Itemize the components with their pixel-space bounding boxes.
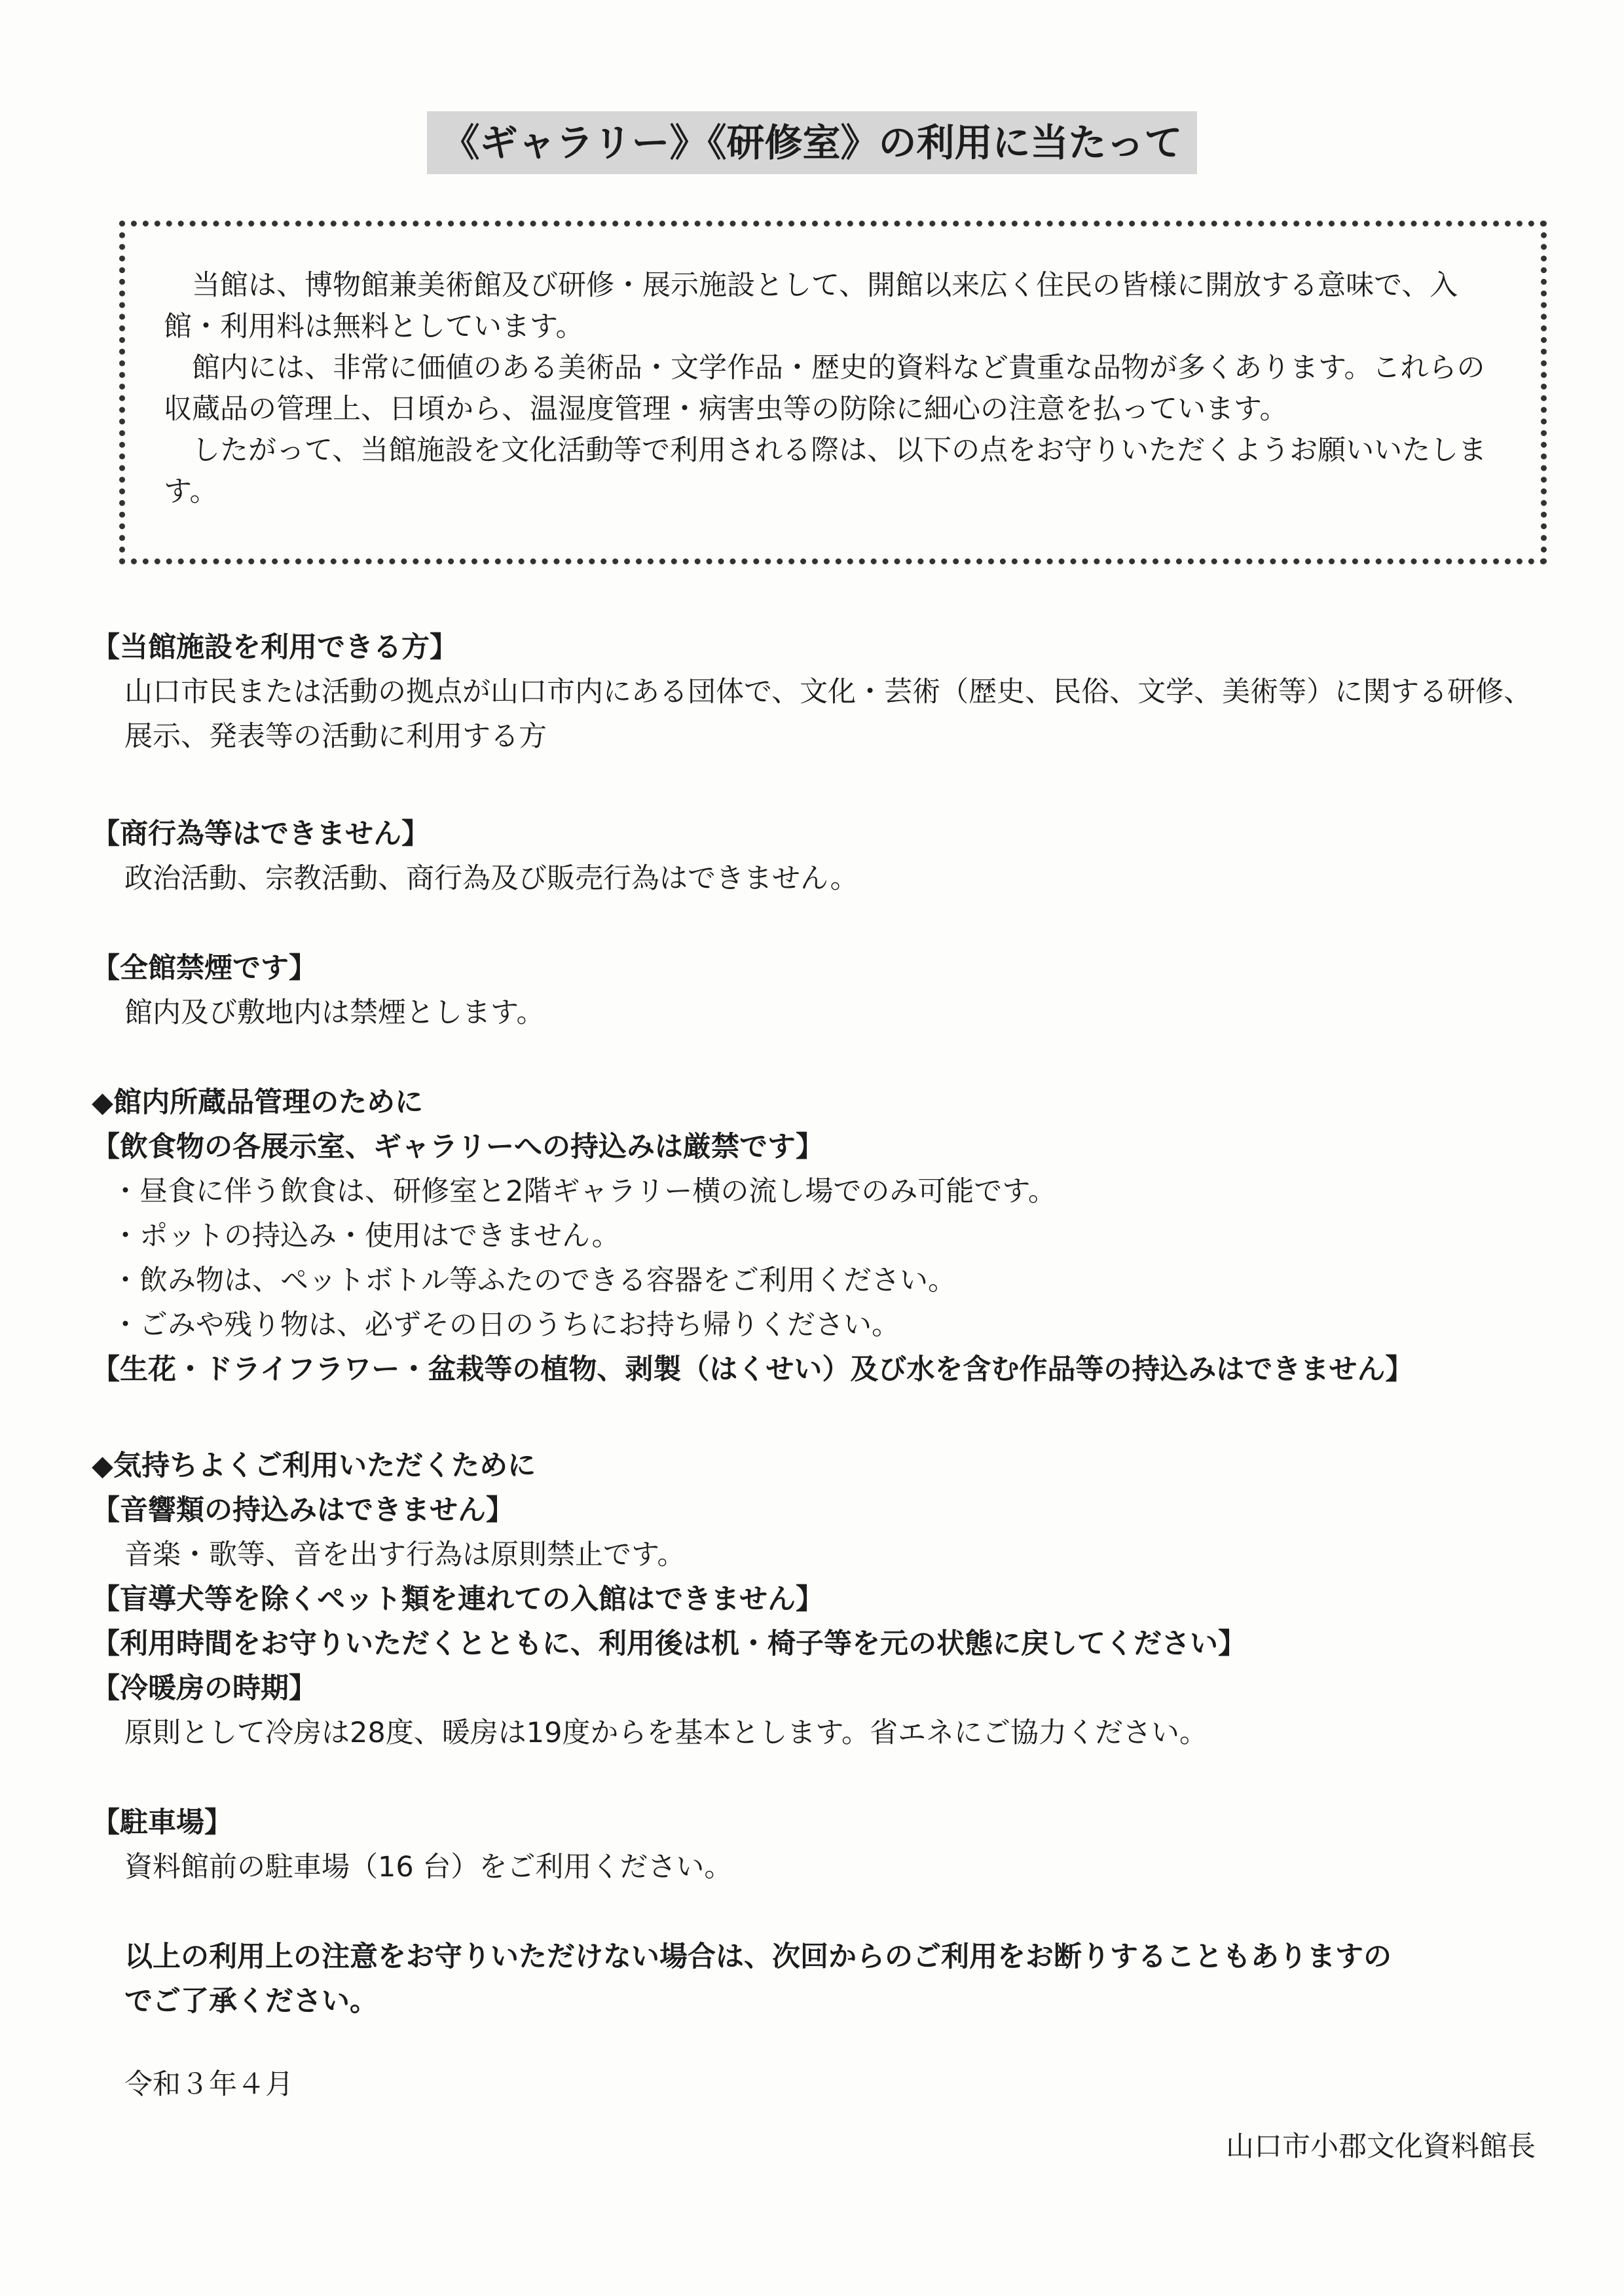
intro-paragraph-2: 館内には、非常に価値のある美術品・文学作品・歴史的資料など貴重な品物が多くあります。これらの収蔵品の管理上、日頃から、温湿度管理・病害虫等の防除に細心の注意を払っています。 bbox=[164, 352, 1485, 426]
food-heading: 【飲食物の各展示室、ギャラリーへの持込みは厳禁です】 bbox=[92, 1131, 824, 1163]
issue-date: 令和３年４月 bbox=[124, 2068, 293, 2101]
section-comfort bbox=[92, 1444, 1552, 1755]
section-eligible bbox=[92, 625, 1552, 759]
closing-note bbox=[124, 1935, 1565, 2024]
eligible-heading: 【当館施設を利用できる方】 bbox=[92, 631, 458, 664]
smoking-body: 館内及び敷地内は禁煙とします。 bbox=[124, 996, 545, 1029]
closing-line-2: でご了承ください。 bbox=[124, 1985, 378, 2018]
section-collection bbox=[92, 1080, 1552, 1392]
plants-heading: 【生花・ドライフラワー・盆栽等の植物、剥製（はくせい）及び水を含む作品等の持込みはできません】 bbox=[92, 1353, 1414, 1386]
food-rule-3: ・飲み物は、ペットボトル等ふたのできる容器をご利用ください。 bbox=[111, 1264, 956, 1297]
closing-line-1: 以上の利用上の注意をお守りいただけない場合は、次回からのご利用をお断りすることもありますの bbox=[124, 1941, 1392, 1973]
intro-paragraph-3: したがって、当館施設を文化活動等で利用される際は、以下の点をお守りいただくようお願いいたします。 bbox=[164, 434, 1487, 508]
eligible-body: 山口市民または活動の拠点が山口市内にある団体で、文化・芸術（歴史、民俗、文学、美術等）に関する研修、展示、発表等の活動に利用する方 bbox=[124, 676, 1532, 753]
signer: 山口市小郡文化資料館長 bbox=[1226, 2130, 1536, 2163]
intro-paragraph-1: 当館は、博物館兼美術館及び研修・展示施設として、開館以来広く住民の皆様に開放する意味で、入館・利用料は無料としています。 bbox=[164, 269, 1458, 343]
section-smoking bbox=[92, 946, 1552, 1035]
section-parking bbox=[92, 1800, 1552, 1889]
commerce-body: 政治活動、宗教活動、商行為及び販売行為はできません。 bbox=[124, 862, 858, 895]
food-rule-1: ・昼食に伴う飲食は、研修室と2階ギャラリー横の流し場でのみ可能です。 bbox=[111, 1175, 1056, 1208]
sound-heading: 【音響類の持込みはできません】 bbox=[92, 1494, 514, 1527]
parking-heading: 【駐車場】 bbox=[92, 1806, 232, 1839]
food-rule-2: ・ポットの持込み・使用はできません。 bbox=[111, 1220, 620, 1252]
parking-body: 資料館前の駐車場（16 台）をご利用ください。 bbox=[124, 1851, 733, 1884]
pets-heading: 【盲導犬等を除くペット類を連れての入館はできません】 bbox=[92, 1583, 824, 1616]
section-commerce bbox=[92, 812, 1552, 901]
time-heading: 【利用時間をお守りいただくとともに、利用後は机・椅子等を元の状態に戻してください】 bbox=[92, 1628, 1246, 1660]
aircon-body: 原則として冷房は28度、暖房は19度からを基本とします。省エネにご協力ください。 bbox=[124, 1717, 1208, 1749]
aircon-heading: 【冷暖房の時期】 bbox=[92, 1672, 317, 1705]
sound-body: 音楽・歌等、音を出す行為は原則禁止です。 bbox=[124, 1539, 686, 1571]
commerce-heading: 【商行為等はできません】 bbox=[92, 818, 430, 850]
page-title: 《ギャラリー》《研修室》の利用に当たって bbox=[427, 111, 1196, 174]
smoking-heading: 【全館禁煙です】 bbox=[92, 952, 317, 985]
food-rule-4: ・ごみや残り物は、必ずその日のうちにお持ち帰りください。 bbox=[111, 1309, 900, 1341]
collection-heading: ◆館内所蔵品管理のために bbox=[92, 1086, 424, 1119]
comfort-heading: ◆気持ちよくご利用いただくために bbox=[92, 1449, 536, 1482]
intro-text bbox=[164, 265, 1513, 513]
title-wrap bbox=[0, 111, 1624, 174]
